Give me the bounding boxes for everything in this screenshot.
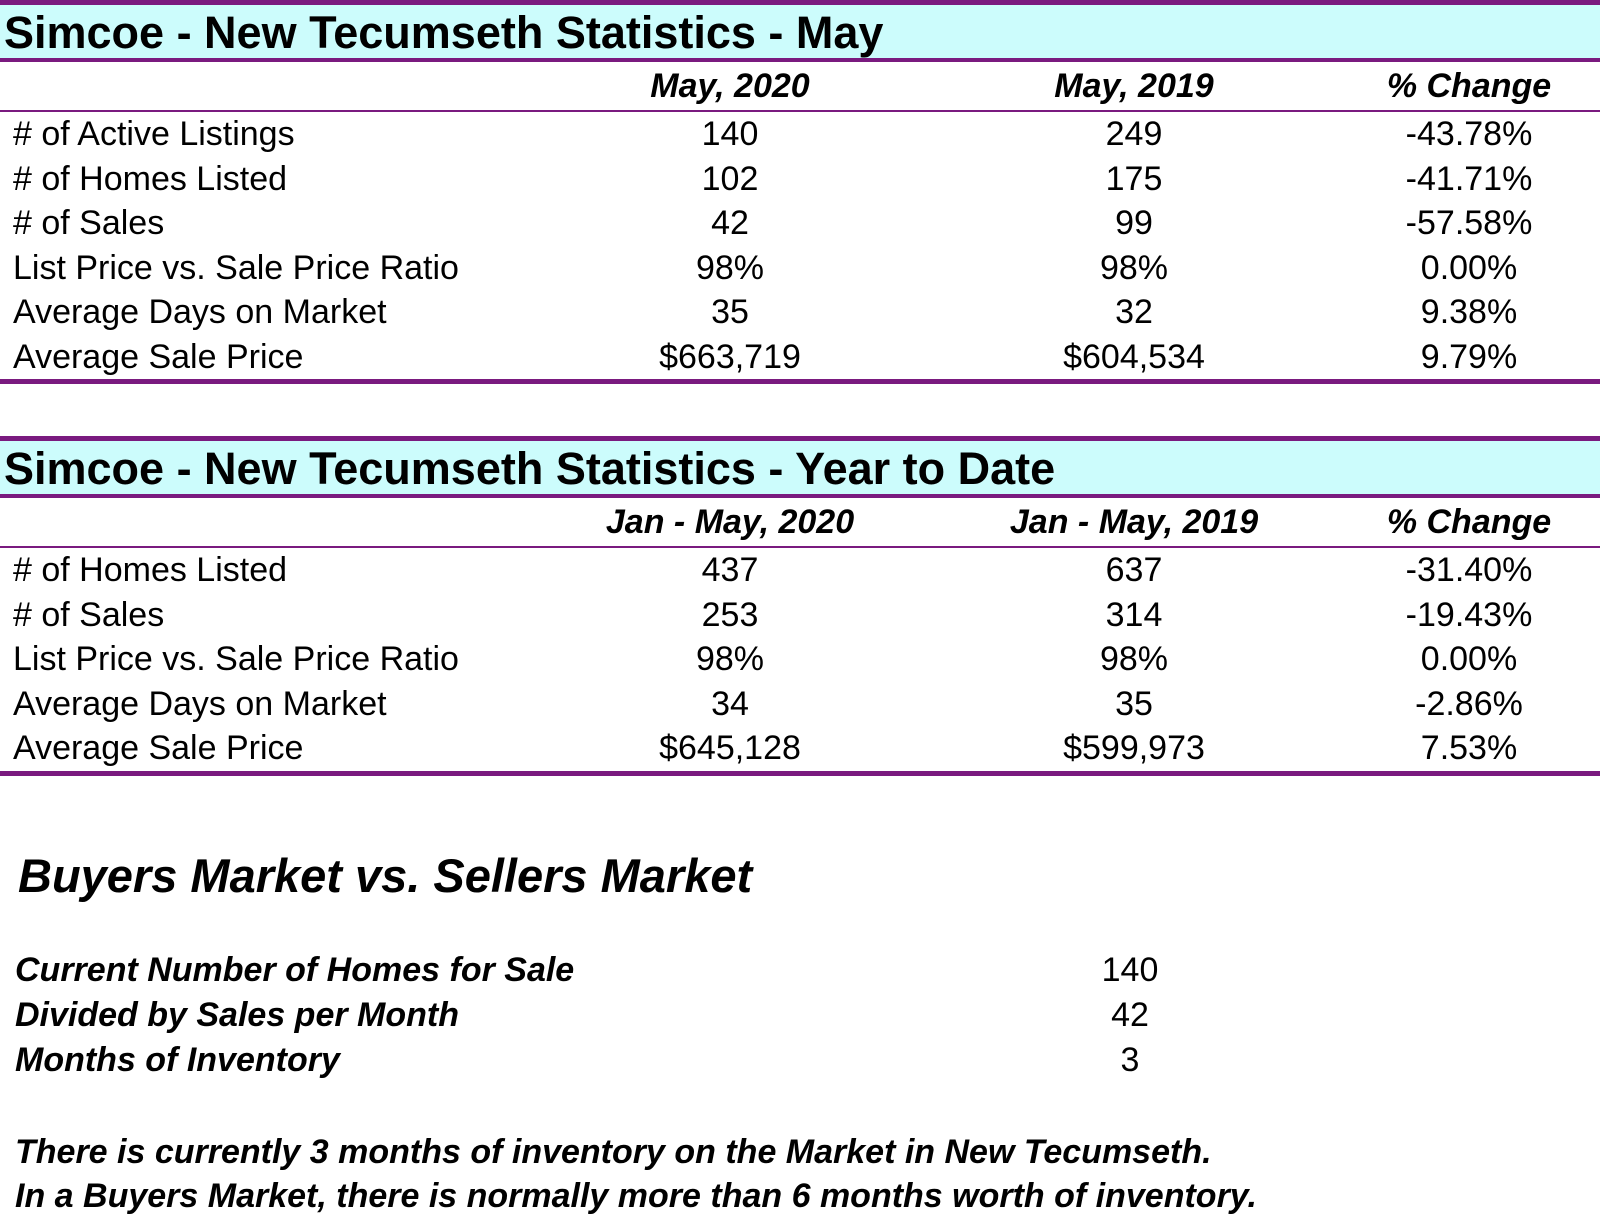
row-label: Average Days on Market	[13, 684, 387, 723]
months-inventory-row	[0, 1038, 1600, 1083]
monthly-stats-section	[0, 0, 1600, 384]
current-value: 102	[701, 159, 759, 198]
percent-change-value: 0.00%	[1420, 640, 1518, 679]
table-row	[0, 637, 1600, 682]
table-row	[0, 593, 1600, 638]
percent-change-value: -41.71%	[1405, 159, 1533, 198]
previous-value: 314	[1105, 595, 1163, 634]
monthly-stats-title: Simcoe - New Tecumseth Statistics - May	[0, 0, 1600, 62]
current-value: $663,719	[530, 335, 930, 382]
table-header-row	[0, 62, 1600, 111]
row-label: # of Active Listings	[13, 115, 295, 154]
header-percent-change: % Change	[1338, 62, 1600, 111]
current-homes-row	[0, 948, 1600, 993]
ytd-stats-table	[0, 498, 1600, 776]
current-homes-value: 140	[1101, 951, 1159, 989]
table-row	[0, 335, 1600, 382]
inventory-note-line-1: There is currently 3 months of inventory on the Market in New Tecumseth.	[15, 1133, 1212, 1171]
percent-change-value: 7.53%	[1338, 726, 1600, 773]
percent-change-value: -43.78%	[1405, 115, 1533, 154]
percent-change-value: 9.38%	[1420, 293, 1518, 332]
row-label: List Price vs. Sale Price Ratio	[13, 248, 459, 287]
table-row	[0, 682, 1600, 727]
previous-value: $604,534	[930, 335, 1338, 382]
sales-per-month-row	[0, 993, 1600, 1038]
previous-value: 98%	[1099, 640, 1169, 679]
previous-value: 32	[1115, 293, 1153, 332]
table-row	[0, 290, 1600, 335]
current-value: 140	[701, 115, 759, 154]
table-header-row	[0, 498, 1600, 547]
header-previous-period: Jan - May, 2019	[930, 498, 1338, 547]
ytd-stats-section	[0, 436, 1600, 776]
percent-change-value: -31.40%	[1405, 551, 1533, 590]
previous-value: 175	[1105, 159, 1163, 198]
previous-value: 35	[1115, 684, 1153, 723]
sales-per-month-value: 42	[1111, 996, 1149, 1034]
inventory-note-line-2: In a Buyers Market, there is normally more than 6 months worth of inventory.	[15, 1177, 1257, 1215]
months-inventory-value: 3	[1120, 1041, 1140, 1079]
sales-per-month-label: Divided by Sales per Month	[15, 996, 459, 1034]
market-section-title: Buyers Market vs. Sellers Market	[18, 849, 753, 902]
previous-value: 98%	[1099, 248, 1169, 287]
row-label: Average Sale Price	[0, 335, 530, 382]
current-value: $645,128	[530, 726, 930, 773]
current-homes-label: Current Number of Homes for Sale	[15, 951, 575, 989]
current-value: 35	[711, 293, 749, 332]
header-label	[0, 498, 530, 547]
header-previous-period: May, 2019	[930, 62, 1338, 111]
percent-change-value: 9.79%	[1338, 335, 1600, 382]
table-row	[0, 547, 1600, 593]
percent-change-value: 0.00%	[1420, 248, 1518, 287]
table-row	[0, 201, 1600, 246]
current-value: 98%	[695, 640, 765, 679]
header-current-period: Jan - May, 2020	[530, 498, 930, 547]
previous-value: 637	[1105, 551, 1163, 590]
ytd-stats-title: Simcoe - New Tecumseth Statistics - Year to Date	[0, 436, 1600, 498]
row-label: # of Homes Listed	[13, 551, 288, 590]
current-value: 98%	[695, 248, 765, 287]
header-percent-change: % Change	[1338, 498, 1600, 547]
current-value: 42	[711, 204, 749, 243]
header-label	[0, 62, 530, 111]
table-row	[0, 726, 1600, 773]
row-label: # of Sales	[13, 595, 165, 634]
table-row	[0, 246, 1600, 291]
row-label: # of Sales	[13, 204, 165, 243]
row-label: Average Sale Price	[0, 726, 530, 773]
previous-value: $599,973	[930, 726, 1338, 773]
table-row	[0, 111, 1600, 157]
months-inventory-label: Months of Inventory	[15, 1041, 340, 1079]
table-row	[0, 157, 1600, 202]
row-label: Average Days on Market	[13, 293, 387, 332]
row-label: # of Homes Listed	[13, 159, 288, 198]
current-value: 437	[701, 551, 759, 590]
percent-change-value: -19.43%	[1405, 595, 1533, 634]
current-value: 253	[701, 595, 759, 634]
header-current-period: May, 2020	[530, 62, 930, 111]
row-label: List Price vs. Sale Price Ratio	[13, 640, 459, 679]
previous-value: 249	[1105, 115, 1163, 154]
previous-value: 99	[1115, 204, 1153, 243]
percent-change-value: -2.86%	[1415, 684, 1523, 723]
current-value: 34	[711, 684, 749, 723]
monthly-stats-table	[0, 62, 1600, 384]
percent-change-value: -57.58%	[1405, 204, 1533, 243]
